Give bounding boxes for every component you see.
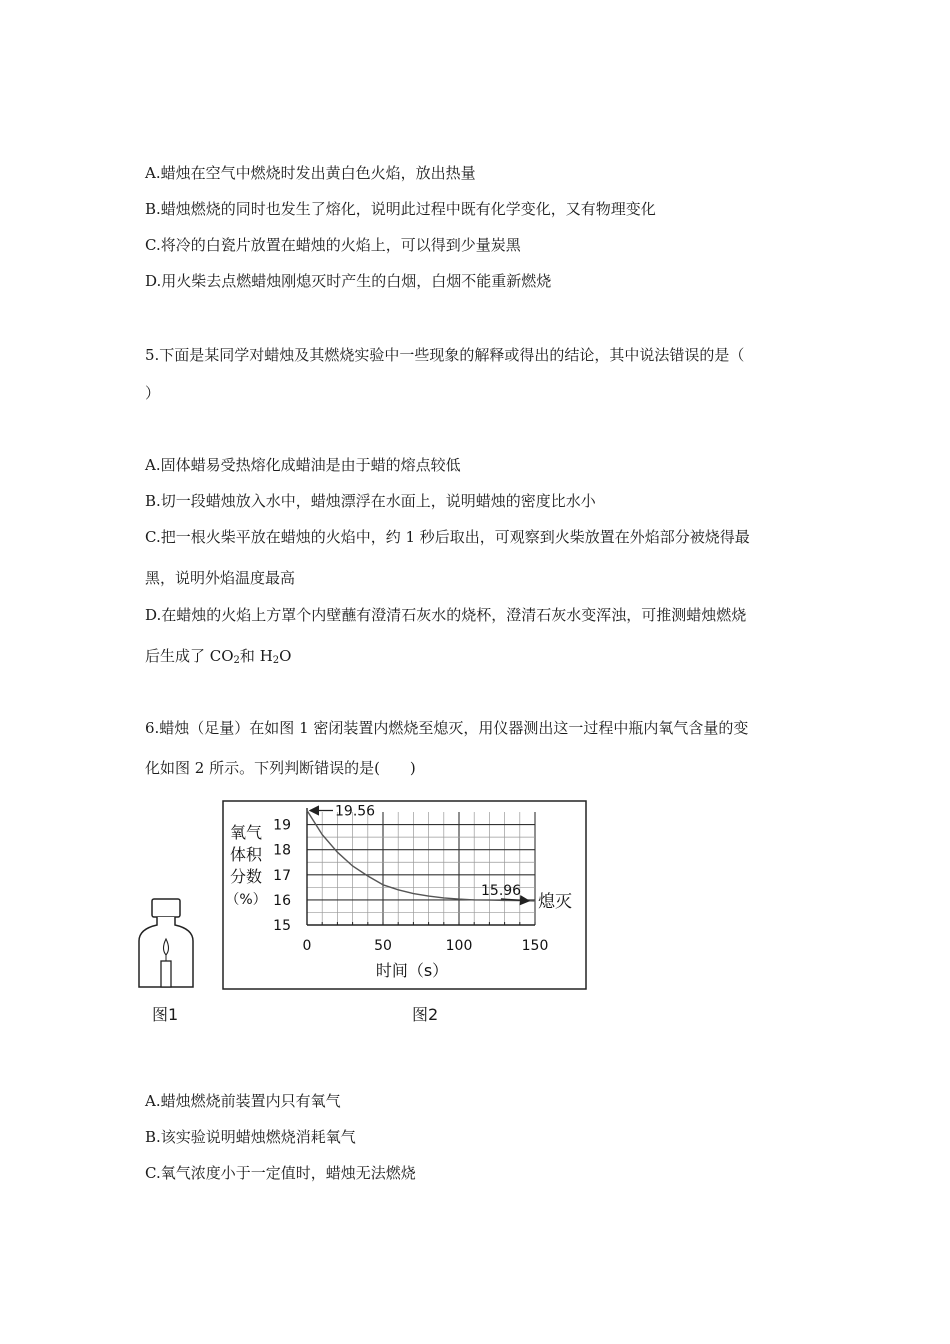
q4-option-a: A.蜡烛在空气中燃烧时发出黄白色火焰，放出热量 <box>145 164 476 182</box>
figure1-caption: 图1 <box>152 1005 179 1024</box>
y-tick-label: 16 <box>273 892 291 909</box>
bottle-stopper <box>152 899 180 917</box>
q4-option-d: D.用火柴去点燃蜡烛刚熄灭时产生的白烟，白烟不能重新燃烧 <box>145 272 552 290</box>
y-tick-label: 19 <box>273 817 291 834</box>
x-tick-label: 100 <box>445 938 473 954</box>
q5-option-c-cont: 黑，说明外焰温度最高 <box>145 569 296 587</box>
q5-option-b: B.切一段蜡烛放入水中，蜡烛漂浮在水面上，说明蜡烛的密度比水小 <box>145 492 596 510</box>
q6-stem-cont: 化如图 2 所示。下列判断错误的是( ) <box>145 759 416 777</box>
q5-option-d: D.在蜡烛的火焰上方罩个内壁蘸有澄清石灰水的烧杯，澄清石灰水变浑浊，可推测蜡烛燃烧 <box>145 606 747 624</box>
q5-option-c: C.把一根火柴平放在蜡烛的火焰中，约 1 秒后取出，可观察到火柴放置在外焰部分被烧得最 <box>145 528 750 546</box>
extinguished-label: 熄灭 <box>538 891 572 912</box>
y-label-line2: 体积 <box>229 845 263 864</box>
q5-stem-cont: ） <box>145 384 161 402</box>
y-label-line1: 氧气 <box>229 823 263 842</box>
end-value-label: 15.96 <box>481 882 522 899</box>
oxygen-chart <box>222 800 588 992</box>
q5-option-d-cont: 后生成了 $CO_2$和 $H_2O$ <box>145 647 292 666</box>
q6-option-b: B.该实验说明蜡烛燃烧消耗氧气 <box>145 1128 356 1146</box>
q4-option-b: B.蜡烛燃烧的同时也发生了熔化，说明此过程中既有化学变化，又有物理变化 <box>145 200 656 218</box>
y-tick-label: 15 <box>273 918 291 934</box>
q6-option-a: A.蜡烛燃烧前装置内只有氧气 <box>145 1092 341 1110</box>
candle <box>161 961 171 987</box>
figure1-bottle <box>135 895 197 991</box>
q5-stem: 5.下面是某同学对蜡烛及其燃烧实验中一些现象的解释或得出的结论，其中说法错误的是（ <box>145 346 745 364</box>
x-axis-label: 时间（s） <box>375 961 449 980</box>
x-tick-label: 50 <box>374 938 392 954</box>
q6-option-c: C.氧气浓度小于一定值时，蜡烛无法燃烧 <box>145 1164 416 1182</box>
q5-option-a: A.固体蜡易受热熔化成蜡油是由于蜡的熔点较低 <box>145 456 461 474</box>
y-tick-label: 17 <box>273 867 291 884</box>
y-tick-label: 18 <box>273 842 291 859</box>
x-tick-label: 150 <box>521 938 549 954</box>
q4-option-c: C.将冷的白瓷片放置在蜡烛的火焰上，可以得到少量炭黑 <box>145 236 521 254</box>
q6-stem: 6.蜡烛（足量）在如图 1 密闭装置内燃烧至熄灭，用仪器测出这一过程中瓶内氧气含量的变 <box>145 719 749 737</box>
figure2-caption: 图2 <box>412 1005 439 1024</box>
y-label-line4: （%） <box>225 892 267 908</box>
start-value-label: 19.56 <box>335 803 376 820</box>
x-tick-label: 0 <box>302 938 312 954</box>
y-label-line3: 分数 <box>229 867 263 886</box>
